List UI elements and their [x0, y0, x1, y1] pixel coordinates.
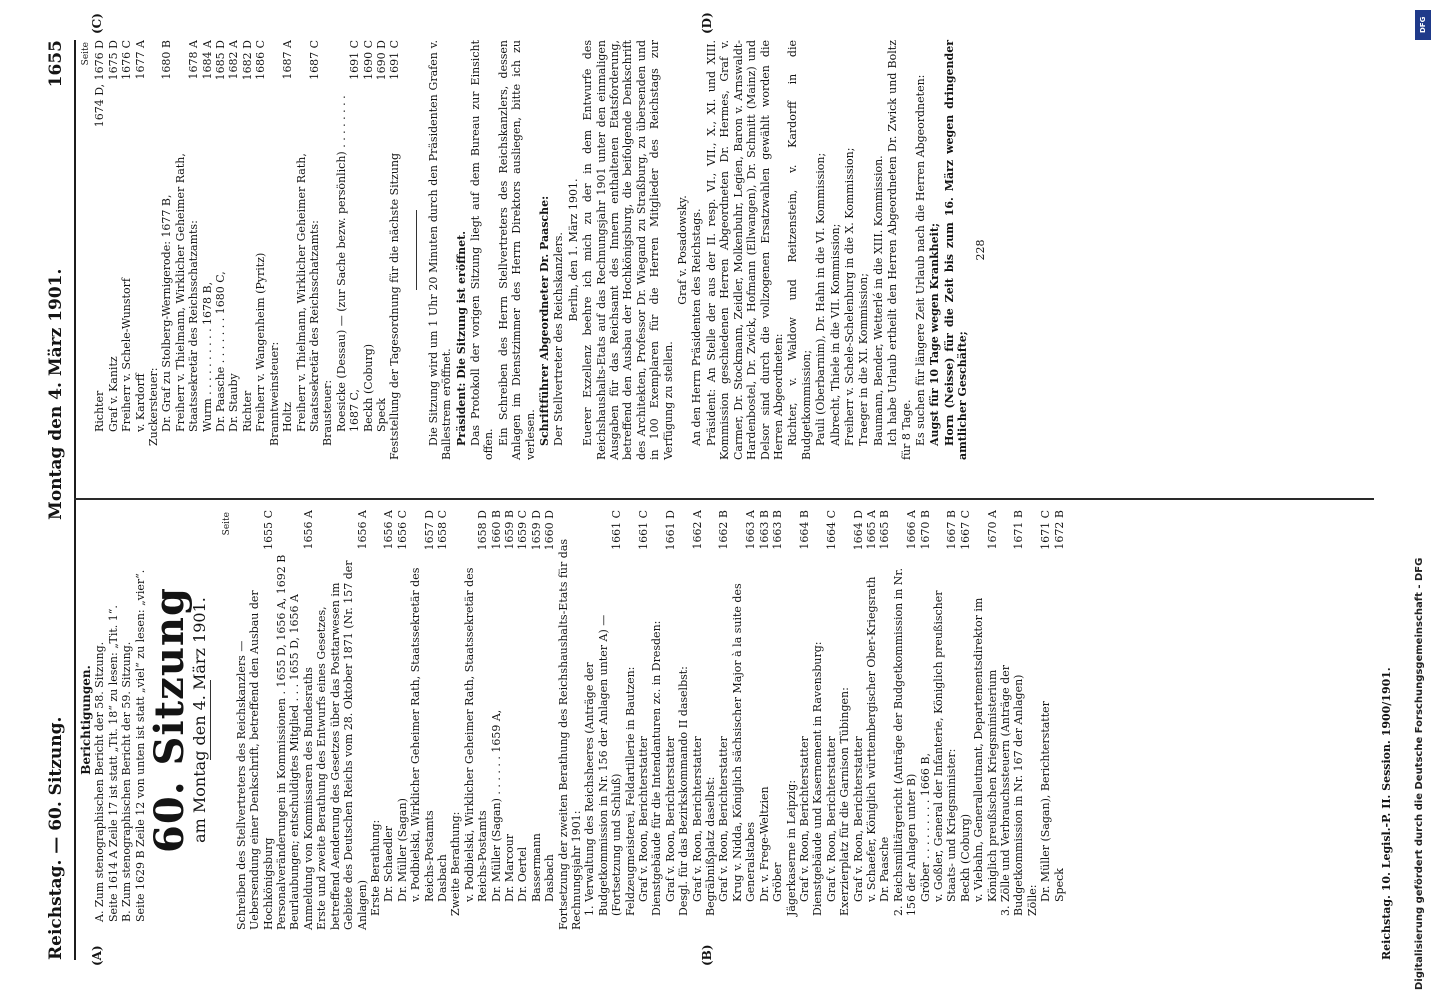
page-number: 1655 — [46, 40, 66, 88]
toc-entry-label: Beckh (Coburg) — [958, 813, 972, 902]
toc-entry-pages: 1664 B — [797, 510, 811, 550]
toc-entry-pages: 1686 C — [254, 40, 268, 80]
toc-entry — [288, 510, 301, 930]
dfg-logo-text: DFG — [1419, 16, 1427, 34]
toc-entry-pages: 1663 A — [744, 510, 758, 550]
dfg-note-text: Digitalisierung gefördert durch die Deutsche Forschungsgemeinschaft - DFG — [1414, 557, 1425, 990]
toc-entry-pages: 1682 A — [227, 40, 241, 80]
toc-entry-pages: 1665 A — [864, 510, 878, 550]
transcript-paragraph: Euerer Exzellenz beehre ich mich zu der in dem Entwurfe des Reichshaushalts-Etats auf das Rechnungsjahr 1901 unter den einmaligen Ausgaben für das Reichsamt des Innern enthaltenen Etatsforderung, betreffend den Ausbau der Hochkönigsburg, die beifolgende Denkschrift des Architekten, Professor Dr. Wiegand zu Straßburg, zu übersenden und in 100 Exemplaren für die Herren Mitglieder des Reichstags zur Verfügung zu stellen. — [581, 40, 675, 460]
page-footer — [1380, 520, 1393, 960]
toc-entry-pages: 1658 D — [476, 510, 490, 551]
toc-entry-label: Graf v. Roon, Berichterstatter — [690, 736, 704, 902]
toc-entry-pages: 1659 C — [516, 510, 530, 550]
page-header — [40, 40, 72, 960]
toc-entry — [436, 510, 449, 930]
toc-entry-label: Beckh (Coburg) — [361, 343, 375, 432]
seite-label: Seite — [81, 42, 91, 66]
correction-line: Seite 1629 B Zeile 12 von unten ist statt „viel“ zu lesen: „vier“. — [133, 569, 147, 922]
toc-entry — [369, 510, 382, 930]
toc-entry — [624, 510, 637, 930]
toc-entry-pages: 1663 B — [757, 510, 771, 550]
left-column — [80, 510, 1066, 930]
title-divider — [210, 680, 211, 760]
header-left: Reichstag. — 60. Sitzung. — [46, 716, 66, 960]
margin-mark-a: (A) — [90, 945, 104, 966]
toc-entry — [160, 40, 173, 460]
dfg-logo — [1415, 10, 1431, 40]
transcript-paragraph: Der Stellvertreter des Reichskanzlers. — [552, 232, 566, 446]
toc-entry — [281, 40, 294, 460]
toc-entry-pages: 1664 D — [851, 510, 865, 551]
toc-entry — [650, 510, 663, 930]
toc-entry-pages: 1684 A — [200, 40, 214, 80]
toc-entry-label: Richter — [93, 390, 107, 432]
toc-entry-pages: 1670 A — [985, 510, 999, 550]
toc-entry — [93, 40, 106, 460]
toc-entry-pages: 1687 A — [281, 40, 295, 80]
session-title: 60. Sitzung — [146, 587, 194, 853]
footer-left: Reichstag. 10. Legisl.-P. II. Session. 1900/1901. — [1380, 667, 1393, 960]
transcript-paragraph: Traeger in die XI. Kommission; — [857, 273, 871, 446]
toc-entry-label: Freiherr v. Schele-Wunstorf — [120, 278, 134, 432]
toc-entry — [731, 510, 758, 930]
toc-entry — [503, 510, 516, 930]
toc-entry-label: Bassermann — [529, 833, 543, 902]
toc-entry-label: Dr. Marcour — [502, 833, 516, 902]
transcript-paragraph: Das Protokoll der vorigen Sitzung liegt auf dem Bureau zur Einsicht offen. — [468, 40, 496, 460]
toc-entry — [892, 510, 919, 930]
toc-entry — [798, 510, 811, 930]
toc-entry — [999, 510, 1026, 930]
toc-entry-label: Gröber . . . . . . . . . 1666 B, — [918, 753, 932, 902]
column-divider — [74, 499, 1374, 501]
toc-entry — [677, 510, 690, 930]
toc-entry — [463, 510, 490, 930]
toc-entry — [268, 40, 281, 460]
toc-entry-pages: 1656 C — [395, 510, 409, 550]
toc-entry-label: Dr. Oertel — [516, 846, 530, 902]
table-of-contents-left — [235, 510, 1066, 930]
toc-entry-label: Dasbach — [435, 854, 449, 902]
correction-line: A. Zum stenographischen Bericht der 58. Sitzung. — [93, 641, 107, 922]
transcript-paragraph: Pauli (Oberbarnim), Dr. Hahn in die VI. Kommission; — [814, 152, 828, 446]
toc-entry-pages: 1665 B — [878, 510, 892, 550]
toc-entry-label: Dasbach — [543, 854, 557, 902]
toc-entry — [664, 510, 677, 930]
toc-entry — [691, 510, 704, 930]
toc-entry — [107, 40, 120, 460]
toc-entry — [449, 510, 462, 930]
toc-entry-label: Dr. Müller (Sagan) — [395, 798, 409, 902]
toc-entry — [235, 510, 275, 930]
toc-entry-pages: 1667 B — [945, 510, 959, 550]
correction-line: Seite 1614 A Zeile 17 ist statt „Tit. 18“ zu lesen: „Tit. 1“. — [106, 605, 120, 922]
toc-entry-pages: 1687 C — [307, 40, 321, 80]
toc-entry — [516, 510, 529, 930]
toc-entry-label: Gröber — [771, 862, 785, 902]
toc-entry — [302, 510, 315, 930]
toc-entry — [490, 510, 503, 930]
margin-mark-c: (C) — [90, 13, 104, 34]
toc-entry-label: Graf v. Roon, Berichterstatter — [851, 736, 865, 902]
transcript-paragraph: An den Herrn Präsidenten des Reichstags. — [690, 208, 704, 446]
toc-entry — [321, 40, 334, 460]
session-transcript — [427, 40, 970, 460]
toc-entry — [785, 510, 798, 930]
toc-entry-pages: 1690 C — [361, 40, 375, 80]
toc-entry-label: Graf v. Roon, Berichterstatter — [637, 736, 651, 902]
toc-entry — [865, 510, 878, 930]
corrections-title: Berichtigungen. — [79, 665, 93, 775]
toc-entry-label: Holtz — [281, 402, 295, 432]
toc-entry — [583, 510, 623, 930]
transcript-paragraph: Horn (Neisse) für die Zeit bis zum 16. März wegen dringender amtlicher Geschäfte; — [942, 40, 970, 460]
toc-entry — [362, 40, 375, 460]
toc-entry — [530, 510, 543, 930]
toc-entry-pages: 1682 D — [240, 40, 254, 81]
toc-entry-label: Dr. Müller (Sagan), Berichterstatter — [1039, 701, 1053, 902]
toc-entry-label: Beurlaubungen; entschuldigtes Mitglied . . . 1655 D, 1656 A — [288, 594, 302, 930]
transcript-paragraph: Schriftführer Abgeordneter Dr. Paasche: — [538, 195, 551, 446]
toc-entry — [932, 510, 959, 930]
toc-entry-label: v. Viebahn, Generalleutnant, Departementsdirektor im Königlich preußischen Kriegsministerium — [972, 594, 999, 902]
toc-entry-label: Desgl. für das Bezirkskommando II daselbst: — [677, 666, 691, 916]
toc-entry — [972, 510, 999, 930]
toc-entry-pages: 1691 C — [348, 40, 362, 80]
toc-entry-pages: 1680 B — [160, 40, 174, 80]
toc-entry — [704, 510, 717, 930]
toc-entry-pages: 1667 C — [958, 510, 972, 550]
toc-entry — [382, 510, 395, 930]
toc-entry-label: v. Podbielski, Wirklicher Geheimer Rath, Staatssekretär des Reichs-Postamts — [409, 564, 436, 902]
toc-entry-pages: 1671 C — [1039, 510, 1053, 550]
transcript-paragraph: Baumann, Bender, Wetterlé in die XIII. Kommission. — [871, 155, 885, 446]
toc-entry-label: Zweite Berathung: — [449, 811, 463, 916]
toc-entry-pages: 1663 B — [771, 510, 785, 550]
toc-entry — [717, 510, 730, 930]
transcript-paragraph: Graf v. Posadowsky. — [676, 195, 690, 305]
toc-entry-pages: 1664 C — [824, 510, 838, 550]
toc-entry-pages: 1670 B — [918, 510, 932, 550]
toc-entry-label: Graf v. Roon, Berichterstatter — [824, 736, 838, 902]
toc-entry-label: Brausteuer: — [321, 379, 335, 446]
toc-entry-label: Freiherr v. Thielmann, Wirklicher Geheimer Rath, Staatssekretär des Reichsschatzamts: — [294, 149, 321, 432]
toc-entry — [825, 510, 838, 930]
toc-entry-pages: 1659 B — [502, 510, 516, 550]
toc-entry-label: v. Schaefer, Königlich württembergischer Ober-Kriegsrath — [864, 576, 878, 902]
toc-entry-label: Anmeldung von Kommissaren des Bundesraths — [301, 667, 315, 930]
toc-entry-label: Graf v. Kanitz — [106, 356, 120, 432]
header-date: Montag den 4. März 1901. — [46, 268, 66, 520]
digitization-note — [1412, 0, 1434, 1000]
toc-entry — [315, 510, 369, 930]
transcript-paragraph: Es suchen für längere Zeit Urlaub nach die Herren Abgeordneten: — [913, 74, 927, 446]
toc-entry — [147, 40, 160, 460]
toc-entry-pages: 1658 C — [435, 510, 449, 550]
toc-entry-pages: 1660 D — [543, 510, 557, 551]
transcript-paragraph: Berlin, den 1. März 1901. — [566, 178, 580, 322]
toc-entry — [241, 40, 254, 460]
toc-entry-label: Speck — [374, 398, 388, 432]
toc-entry-label: Schreiben des Stellvertreters des Reichskanzlers — Uebersendung einer Denkschrift, betreffend den Ausbau der Hochkönigsburg — [234, 586, 275, 930]
toc-entry-label: Feldzeugmeisterei, Feldartillerie in Bautzen: — [623, 666, 637, 916]
toc-entry-label: v. Podbielski, Wirklicher Geheimer Rath, Staatssekretär des Reichs-Postamts — [462, 564, 490, 902]
toc-entry — [919, 510, 932, 930]
toc-entry-label: 3. Zölle und Verbrauchssteuern (Anträge der Budgetkommission in Nr. 167 der Anlagen) — [999, 661, 1026, 916]
transcript-paragraph: Richter, v. Waldow und Reitzenstein, v. Kardorff in die Budgetkommission; — [786, 40, 813, 460]
page-code: 228 — [973, 239, 987, 261]
toc-entry — [959, 510, 972, 930]
toc-entry-pages: 1691 C — [388, 40, 402, 80]
transcript-paragraph: Präsident: Die Sitzung ist eröffnet. — [454, 230, 468, 446]
toc-entry — [1053, 510, 1066, 930]
toc-entry-pages: 1661 D — [663, 510, 677, 551]
toc-entry-label: Dr. v. Frege-Weltzien — [757, 786, 771, 902]
toc-entry — [543, 510, 556, 930]
toc-entry-pages: 1662 B — [717, 510, 731, 550]
toc-entry-label: Jägerkaserne in Leipzig: — [784, 779, 798, 916]
toc-entry-pages: 1675 D — [106, 40, 120, 81]
toc-entry-label: Richter — [240, 390, 254, 432]
correction-line: B. Zum stenographischen Bericht der 59. Sitzung. — [120, 641, 134, 922]
transcript-paragraph: Ein Schreiben des Herrn Stellvertreters des Reichskanzlers, dessen Anlagen im Dienstzimmer des Herrn Direktors ausliegen, bitte ich zu verlesen. — [496, 40, 537, 460]
toc-entry-label: Dr. Paasche . . . . . . . 1680 C, — [214, 271, 228, 432]
toc-entry — [120, 40, 133, 460]
toc-entry — [758, 510, 771, 930]
toc-entry-pages: 1656 A — [382, 510, 396, 550]
toc-entry-label: Freiherr v. Thielmann, Wirklicher Geheimer Rath, Staatssekretär des Reichsschatzamts: — [173, 149, 201, 432]
toc-entry-pages: 1671 B — [1012, 510, 1026, 550]
toc-entry — [134, 40, 147, 460]
toc-entry — [771, 510, 784, 930]
toc-entry-pages: 1676 C — [120, 40, 134, 80]
transcript-paragraph: Ich habe Urlaub ertheilt den Herren Abgeordneten Dr. Zwick und Boltz für 8 Tage. — [886, 40, 913, 460]
toc-divider — [416, 210, 417, 290]
toc-entry — [637, 510, 650, 930]
toc-entry-label: Dr. Graf zu Stolberg-Wernigerode: 1677 B, — [160, 194, 174, 432]
toc-entry-pages: 1656 A — [301, 510, 315, 550]
toc-entry — [375, 40, 388, 460]
toc-entry-label: Dr. Schaedler — [382, 825, 396, 902]
transcript-paragraph: Albrecht, Thiele in die VII. Kommission; — [828, 223, 842, 446]
toc-entry-pages: 1656 A — [355, 510, 369, 550]
toc-entry-label: Exerzierplatz für die Garnison Tübingen: — [838, 687, 852, 916]
toc-entry — [811, 510, 824, 930]
toc-entry-pages: 1661 C — [637, 510, 651, 550]
toc-entry-label: Zuckersteuer: — [147, 367, 161, 446]
toc-entry-label: Erste und zweite Berathung des Entwurfs eines Gesetzes, betreffend Aenderung des Gesetzes über das Posttarwesen im Gebiete des Deutschen Reichs vom 28. Oktober 1871 (Nr. 157 der Anlagen) — [315, 556, 369, 930]
transcript-paragraph: Präsident: An Stelle der aus der II. resp. VI., VII., X., XI. und XIII. Kommission geschiedenen Herren Abgeordneten Dr. Hermes, Graf v. Carmer, Dr. Stockmann, Zeidler, Molkenbuhr, Legien, Baron v. Arnswaldt-Hardenbostel, Dr. Zwick, Hofmann (Ellwangen), Dr. Schmitt (Mainz) und Delsor sind durch die vollzogenen Ersatzwahlen gewählt worden die Herren Abgeordneten: — [704, 40, 785, 460]
toc-entry — [201, 40, 214, 460]
toc-entry — [852, 510, 865, 930]
toc-entry — [295, 40, 322, 460]
toc-entry-pages: 1674 D, 1676 D — [93, 40, 107, 128]
toc-entry-pages: 1678 A — [187, 40, 201, 80]
toc-entry-pages: 1690 D — [374, 40, 388, 81]
toc-entry-label: Speck — [1052, 868, 1066, 902]
toc-entry — [254, 40, 267, 460]
toc-entry-label: Krug v. Nidda, Königlich sächsischer Major à la suite des Generalstabes — [730, 579, 758, 902]
margin-mark-b: (B) — [700, 944, 714, 966]
toc-entry-label: Graf v. Roon, Berichterstatter — [717, 736, 731, 902]
right-column — [80, 40, 987, 460]
toc-entry — [388, 40, 401, 460]
table-of-contents-right — [93, 40, 401, 460]
transcript-paragraph: Augst für 10 Tage wegen Krankheit; — [928, 222, 942, 446]
seite-label: Seite — [222, 512, 233, 536]
transcript-paragraph: Die Sitzung wird um 1 Uhr 20 Minuten durch den Präsidenten Grafen v. Ballestrem eröffnet. — [426, 40, 454, 460]
toc-entry-pages: 1659 D — [529, 510, 543, 551]
transcript-paragraph: Freiherr v. Schele-Schelenburg in die X. Kommission; — [842, 147, 856, 446]
toc-entry-label: Feststellung der Tagesordnung für die nächste Sitzung — [388, 152, 402, 460]
toc-entry — [275, 510, 288, 930]
toc-entry-pages: 1666 A — [905, 510, 919, 550]
toc-entry-pages: 1661 C — [610, 510, 624, 550]
toc-entry-label: Roesicke (Dessau) — (zur Sache bezw. persönlich) . . . . . . . . 1687 C, — [334, 91, 362, 432]
toc-entry-pages: 1655 C — [261, 510, 275, 550]
toc-entry-label: Freiherr v. Wangenheim (Pyritz) — [254, 252, 268, 432]
header-rule — [74, 40, 76, 960]
toc-entry-pages: 1660 B — [489, 510, 503, 550]
toc-entry-label: Dienstgebäude für die Intendanturen zc. in Dresden: — [650, 620, 664, 916]
toc-entry-label: v. Kardorff — [133, 373, 147, 432]
toc-entry — [878, 510, 891, 930]
margin-mark-d: (D) — [700, 12, 714, 34]
toc-entry-pages: 1672 B — [1052, 510, 1066, 550]
toc-entry — [557, 510, 584, 930]
session-subtitle: am Montag den 4. März 1901. — [190, 597, 210, 843]
toc-entry-label: Personalveränderungen in Kommissionen . 1655 D, 1656 A, 1692 B — [275, 554, 289, 930]
toc-entry-label: 1. Verwaltung des Reichsheeres (Anträge der Budgetkommission in Nr. 156 der Anlagen unter A) — (Fortsetzung und Schluß) — [583, 611, 624, 916]
toc-entry — [214, 40, 227, 460]
toc-entry-label: Graf v. Roon, Berichterstatter — [797, 736, 811, 902]
toc-entry-pages: 1657 D — [422, 510, 436, 551]
toc-entry-pages: 1677 A — [133, 40, 147, 80]
toc-entry — [174, 40, 201, 460]
toc-entry — [838, 510, 851, 930]
toc-entry-label: Graf v. Roon, Berichterstatter — [663, 736, 677, 902]
toc-entry-label: v. Goßler, General der Infanterie, Königlich preußischer Staats- und Kriegsminister: — [931, 587, 959, 902]
toc-entry-label: 2. Reichsmilitärgericht (Anträge der Budgetkommission in Nr. 156 der Anlagen unter B) — [891, 564, 919, 916]
toc-entry-label: Begräbnißplatz daselbst: — [704, 776, 718, 916]
toc-entry — [335, 40, 362, 460]
toc-entry-label: Dr. Müller (Sagan) . . . . . . 1659 A, — [489, 709, 503, 902]
toc-entry-label: Zölle: — [1025, 884, 1039, 916]
toc-entry — [1026, 510, 1039, 930]
toc-entry-pages: 1685 D — [214, 40, 228, 81]
toc-entry-label: Dr. Paasche — [878, 836, 892, 902]
toc-entry — [409, 510, 436, 930]
toc-entry-label: Dr. Stauby — [227, 373, 241, 432]
toc-entry — [1039, 510, 1052, 930]
toc-entry-label: Branntweinsteuer: — [267, 341, 281, 446]
toc-entry-label: Erste Berathung: — [368, 819, 382, 916]
toc-entry — [227, 40, 240, 460]
toc-entry-pages: 1662 A — [690, 510, 704, 550]
toc-entry-label: Wurm . . . . . . . . . . 1678 B, — [200, 281, 214, 432]
toc-entry-label: Fortsetzung der zweiten Berathung des Reichshaushalts-Etats für das Rechnungsjahr 1901: — [556, 535, 583, 930]
toc-entry — [396, 510, 409, 930]
toc-entry-label: Dienstgebäude und Kasernement in Ravensburg: — [811, 641, 825, 916]
